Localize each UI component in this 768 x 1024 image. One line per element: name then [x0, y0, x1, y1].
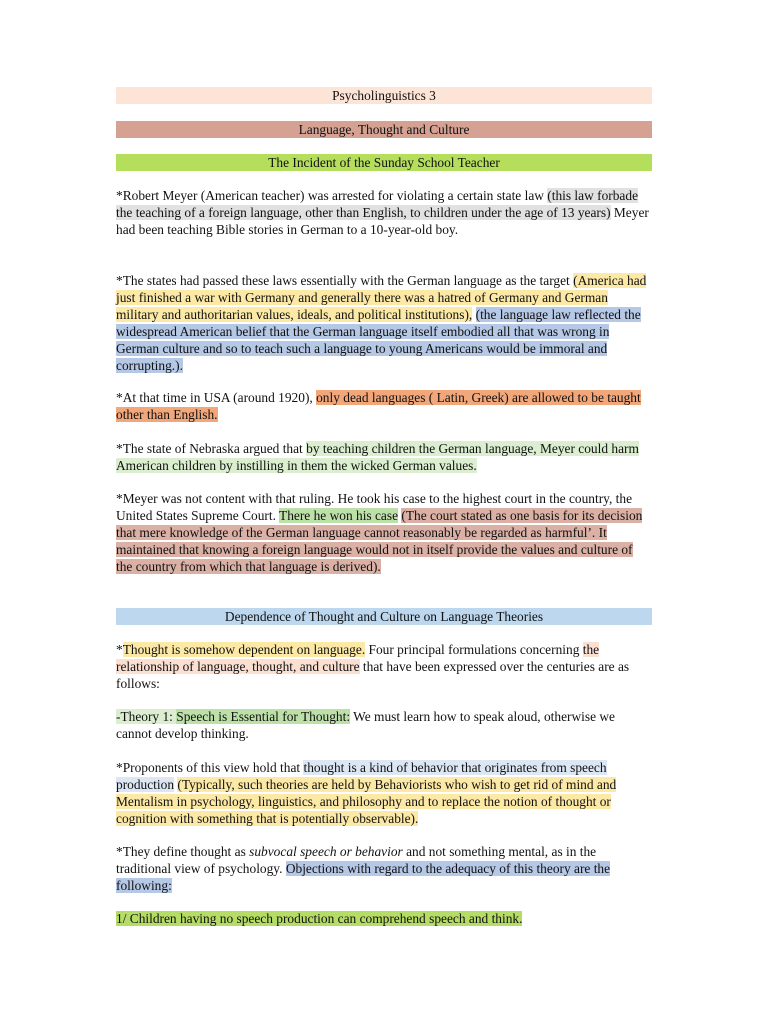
- highlight-dead-languages: only dead languages ( Latin, Greek) are allowed to be taught other than English.: [116, 390, 641, 422]
- title-bar: Psycholinguistics 3: [116, 87, 652, 104]
- paragraph-supreme-court: [116, 491, 652, 576]
- text-run: that have been expressed over the centuries are as follows:: [116, 658, 630, 691]
- highlight-won-case: There he won his case: [279, 507, 399, 523]
- text-run: *At that time in USA (around 1920),: [116, 390, 317, 405]
- paragraph-define-thought: [116, 844, 652, 895]
- paragraph-proponents: [116, 760, 652, 828]
- text-run: and not something mental, as in the traditional view of psychology.: [116, 844, 597, 876]
- highlight-nebraska-argument: by teaching children the German language, Meyer could harm American children by instilling in them the wicked German values.: [116, 441, 639, 473]
- highlight-behaviorists: (Typically, such theories are held by Behaviorists who wish to get rid of mind and Mentalism in psychology, linguistics, and philosophy and to replace the notion of thought or cognition with something that is potentially observable).: [116, 776, 617, 826]
- dependence-heading-bar: Dependence of Thought and Culture on Language Theories: [116, 608, 652, 625]
- highlight-law-detail: (this law forbade the teaching of a foreign language, other than English, to children under the age of 13 years): [116, 188, 639, 220]
- theory-label: -Theory 1:: [116, 709, 177, 724]
- paragraph-meyer-arrest: [116, 188, 652, 239]
- text-run: *The state of Nebraska argued that: [116, 441, 307, 456]
- paragraph-state-laws: [116, 273, 652, 374]
- paragraph-nebraska: [116, 441, 652, 475]
- highlight-objections: Objections with regard to the adequacy of this theory are the following:: [116, 860, 611, 893]
- highlight-thought-dependent: Thought is somehow dependent on language.: [122, 642, 366, 657]
- italic-term: subvocal speech or behavior: [249, 844, 403, 859]
- highlight-american-belief: (the language law reflected the widespread American belief that the German language itself embodied all that was wrong in German culture and so to teach such a language to young Americans would be immoral and corrupting.).: [116, 306, 641, 373]
- text-run: *They define thought as: [116, 844, 250, 859]
- text-run: Four principal formulations concerning: [365, 642, 583, 657]
- highlight-children-comprehend: 1/ Children having no speech production can comprehend speech and think.: [116, 911, 523, 926]
- highlight-thought-behavior: thought is a kind of behavior that originates from speech production: [116, 760, 607, 792]
- section-heading-bar: Language, Thought and Culture: [116, 121, 652, 138]
- highlight-war-context: (America had just finished a war with Germany and generally there was a hatred of Germany and German military and authoritarian values, ideals, and political institutions),: [116, 273, 647, 322]
- text-run: We must learn how to speak aloud, otherwise we cannot develop thinking.: [116, 709, 615, 741]
- highlight-speech-essential: Speech is Essential for Thought:: [176, 709, 351, 724]
- paragraph-thought-dependence: [116, 642, 652, 693]
- highlight-court-statement: (The court stated as one basis for its decision that mere knowledge of the German language cannot reasonably be regarded as harmful’. It maintained that knowing a foreign language would not in itself provide the values and culture of the country from which that language is derived).: [116, 507, 643, 574]
- text-run: *Proponents of this view hold that: [116, 760, 304, 775]
- text-run: *Meyer was not content with that ruling. He took his case to the highest court in the country, the United States Supreme Court.: [116, 491, 633, 523]
- paragraph-objection-1: [116, 911, 652, 928]
- incident-heading-bar: The Incident of the Sunday School Teacher: [116, 154, 652, 171]
- text-run: Meyer had been teaching Bible stories in German to a 10-year-old boy.: [116, 204, 649, 237]
- highlight-relationship: the relationship of language, thought, and culture: [116, 642, 600, 674]
- text-run: *Robert Meyer (American teacher) was arrested for violating a certain state law: [116, 188, 548, 203]
- text-run: *: [116, 642, 123, 657]
- paragraph-theory-1: [116, 709, 652, 743]
- paragraph-dead-languages: [116, 390, 652, 424]
- text-run: *The states had passed these laws essentially with the German language as the target: [116, 273, 574, 288]
